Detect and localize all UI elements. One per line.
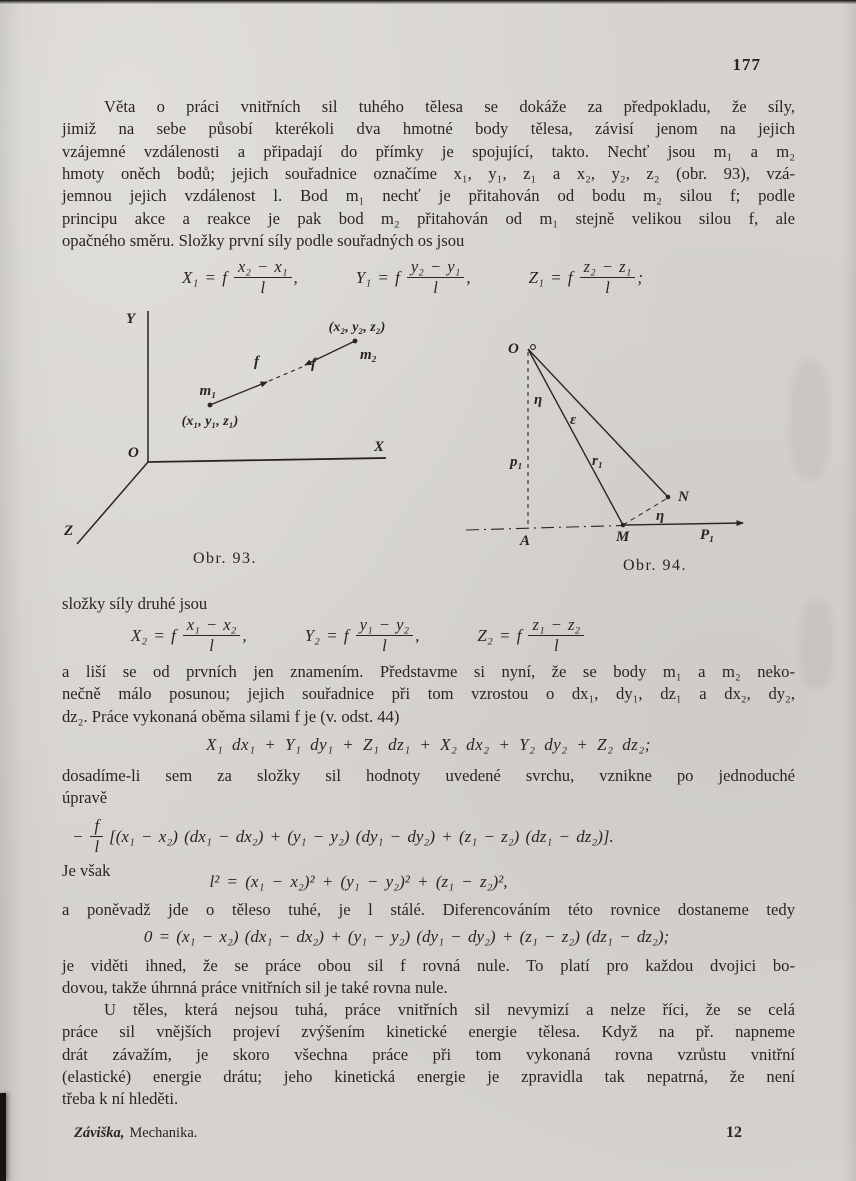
angle-label-epsilon: ε	[570, 412, 577, 428]
numerator: z₁ − z₂	[528, 616, 584, 636]
axis-label-x: X	[374, 439, 385, 455]
formula-differentiated	[40, 927, 773, 947]
formula-term	[72, 817, 614, 856]
formula-lhs: X₁ = f	[181, 267, 227, 287]
force-line-P1	[623, 523, 743, 525]
fraction	[528, 616, 584, 655]
mass-label-m2: m₂	[360, 347, 377, 363]
paragraph-1	[62, 96, 795, 252]
footer-signature-number: 12	[726, 1124, 742, 1141]
point-label-O: O	[508, 341, 519, 357]
point-M	[621, 523, 626, 528]
denominator: l	[554, 636, 559, 656]
paragraph-7	[62, 955, 795, 1000]
text-line: (elastické) energie drátu; jeho kinetická energie je zpravidla tak nepatrná, že není	[62, 1067, 795, 1087]
punctuation: ,	[293, 267, 298, 287]
point-O-circle	[531, 345, 536, 350]
text-line: je viděti ihned, že se práce obou sil f rovná nule. To platí pro každou dvojici bo-	[62, 956, 795, 975]
formula-term	[529, 258, 643, 297]
formula-text: l² = (x₁ − x₂)² + (y₁ − y₂)² + (z₁ − z₂)²,	[209, 872, 508, 891]
fraction	[356, 616, 414, 655]
origin-label: O	[128, 445, 139, 461]
radius-label-r1: r₁	[592, 453, 604, 469]
lead-je-vsak: Je však	[62, 861, 111, 880]
denominator: l	[433, 278, 438, 298]
formula-components-force-1	[46, 258, 779, 297]
text-line: úpravě	[62, 788, 108, 808]
figure-94	[460, 332, 780, 582]
formula-lhs: Y₂ = f	[304, 625, 349, 645]
scan-top-edge	[0, 0, 856, 4]
minus-sign: −	[72, 826, 84, 846]
numerator: f	[90, 817, 103, 837]
numerator: y₂ − y₁	[407, 258, 465, 278]
punctuation: ,	[466, 267, 471, 287]
baseline-dashed	[466, 526, 622, 531]
formula-work-sum	[62, 735, 795, 755]
punctuation: ;	[637, 267, 644, 287]
denominator: l	[209, 636, 214, 656]
formula-term	[182, 258, 298, 297]
bracket-expression: [(x₁ − x₂) (dx₁ − dx₂) + (y₁ − y₂) (dy₁ − dy₂) + (z₁ − z₂) (dz₁ − dz₂)].	[109, 826, 614, 846]
force-label-f1: f	[254, 354, 259, 370]
formula-components-force-2	[0, 616, 725, 655]
text-line: principu akce a reakce je pak bod m₂ přitahován od m₁ stejně velikou silou f, ale	[62, 208, 795, 228]
formula-distance-squared	[0, 872, 725, 892]
formula-work-expanded	[62, 817, 805, 856]
fraction	[580, 258, 636, 297]
page-number: 177	[732, 55, 761, 74]
fraction	[234, 258, 292, 297]
paragraph-3	[62, 661, 795, 728]
text-line: jimiž na sebe působí kterékoli dva hmotné body tělesa, závisí jenom na jejich	[62, 119, 795, 139]
angle-label-eta-top: η	[534, 392, 543, 408]
paragraph-8	[62, 999, 795, 1111]
text-line: třeba k ní hleděti.	[62, 1089, 179, 1109]
force-arrow-from-m1	[210, 382, 267, 405]
text-line: a poněvadž jde o těleso tuhé, je l stálé. Diferencováním této rovnice dostaneme tedy	[62, 900, 795, 919]
numerator: z₂ − z₁	[580, 258, 636, 278]
figure-94-drawing	[460, 332, 780, 577]
figure-93-drawing	[60, 305, 460, 577]
scan-smudge	[800, 600, 834, 690]
point-label-A: A	[520, 533, 531, 549]
scan-smudge	[790, 360, 830, 480]
axis-label-z: Z	[64, 523, 74, 539]
formula-lhs: X₂ = f	[130, 625, 176, 645]
z-axis	[77, 462, 148, 544]
paragraph-2	[62, 593, 795, 615]
formula-lhs: Z₁ = f	[528, 267, 573, 287]
formula-term	[131, 616, 247, 655]
fraction	[183, 616, 241, 655]
point-label-N: N	[678, 489, 689, 505]
text-line: Věta o práci vnitřních sil tuhého tělesa se dokáže za předpokladu, že síly,	[104, 97, 795, 116]
text-line: a liší se od prvních jen znamením. Představme si nyní, že se body m₁ a m₂ neko-	[62, 662, 795, 681]
mass-label-m1: m₁	[199, 383, 217, 399]
axis-label-y: Y	[126, 311, 136, 327]
text-line: vzájemné vzdálenosti a připadají do přímky je spojující, takto. Nechť jsou m₁ a m₂	[62, 141, 795, 161]
text-line: jemnou jejich vzdálenost l. Bod m₁ nechť je přitahován od bodu m₂ silou f; podle	[62, 186, 795, 206]
footer-work-title: Mechanika.	[129, 1125, 198, 1141]
numerator: x₁ − x₂	[183, 616, 241, 636]
punctuation: ,	[415, 625, 420, 645]
point-N	[666, 495, 671, 500]
figure-caption: Obr. 94.	[623, 557, 687, 574]
paragraph-6	[62, 899, 795, 921]
text-line: U těles, která nejsou tuhá, práce vnitřních sil nevymizí a nelze říci, že se celá	[104, 1000, 795, 1019]
figure-93	[60, 305, 460, 582]
text-line: dovou, takže úhrnná práce vnitřních sil je také rovna nule.	[62, 978, 448, 998]
numerator: y₁ − y₂	[356, 616, 414, 636]
text-line: dosadíme-li sem za složky sil hodnoty uvedené svrchu, vznikne po jednoduché	[62, 766, 795, 785]
line-O-M	[528, 349, 623, 525]
force-label-f2: f	[311, 356, 316, 372]
figure-caption: Obr. 93.	[193, 550, 257, 567]
paragraph-4	[62, 765, 795, 810]
fraction	[407, 258, 465, 297]
coords-label-m1: (x₁, y₁, z₁)	[181, 414, 239, 429]
text-line: nečně málo posunou; jejich souřadnice při tom vzrostou o dx₁, dy₁, dz₁ a dx₂, dy₂,	[62, 684, 795, 704]
denominator: l	[260, 278, 266, 298]
text-line: drát závažím, je skoro všechna práce při tom vykonaná rovna vzrůstu vnitřní	[62, 1044, 795, 1064]
footer-author: Záviška,	[74, 1125, 125, 1141]
x-axis	[148, 458, 386, 462]
angle-label-eta-bottom: η	[656, 508, 665, 524]
formula-lhs: Z₂ = f	[477, 625, 522, 645]
text-line: složky síly druhé jsou	[62, 594, 208, 613]
line-O-N	[528, 349, 668, 497]
formula-text: X₁ dx₁ + Y₁ dy₁ + Z₁ dz₁ + X₂ dx₂ + Y₂ dy₂ + Z₂ dz₂;	[206, 735, 651, 754]
point-label-M: M	[616, 529, 630, 545]
formula-text: 0 = (x₁ − x₂) (dx₁ − dx₂) + (y₁ − y₂) (dy₁ − dy₂) + (z₁ − z₂) (dz₁ − dz₂);	[143, 927, 670, 946]
formula-term	[477, 616, 586, 655]
distance-label-p1: p₁	[510, 454, 523, 470]
numerator: x₂ − x₁	[234, 258, 292, 278]
scan-left-edge	[0, 1093, 6, 1181]
formula-lhs: Y₁ = f	[355, 267, 400, 287]
dashed-connector	[269, 367, 302, 381]
coords-label-m2: (x₂, y₂, z₂)	[328, 320, 386, 335]
text-line: práce sil vnějších projeví zvýšením kinetické energie tělesa. Když na př. napneme	[62, 1022, 795, 1042]
text-line: opačného směru. Složky první síly podle souřadných os jsou	[62, 231, 465, 251]
text-line: hmoty oněch bodů; jejich souřadnice označíme x₁, y₁, z₁ a x₂, y₂, z₂ (obr. 93), vzá-	[62, 164, 795, 184]
denominator: l	[382, 636, 387, 656]
force-label-P1: P₁	[700, 527, 715, 543]
denominator: l	[605, 278, 610, 298]
fraction	[90, 817, 103, 856]
denominator: l	[94, 837, 100, 857]
formula-term	[305, 616, 420, 655]
punctuation: ,	[242, 625, 247, 645]
formula-term	[356, 258, 471, 297]
footer	[74, 1124, 474, 1142]
text-line: dz₂. Práce vykonaná oběma silami f je (v. odst. 44)	[62, 706, 400, 726]
